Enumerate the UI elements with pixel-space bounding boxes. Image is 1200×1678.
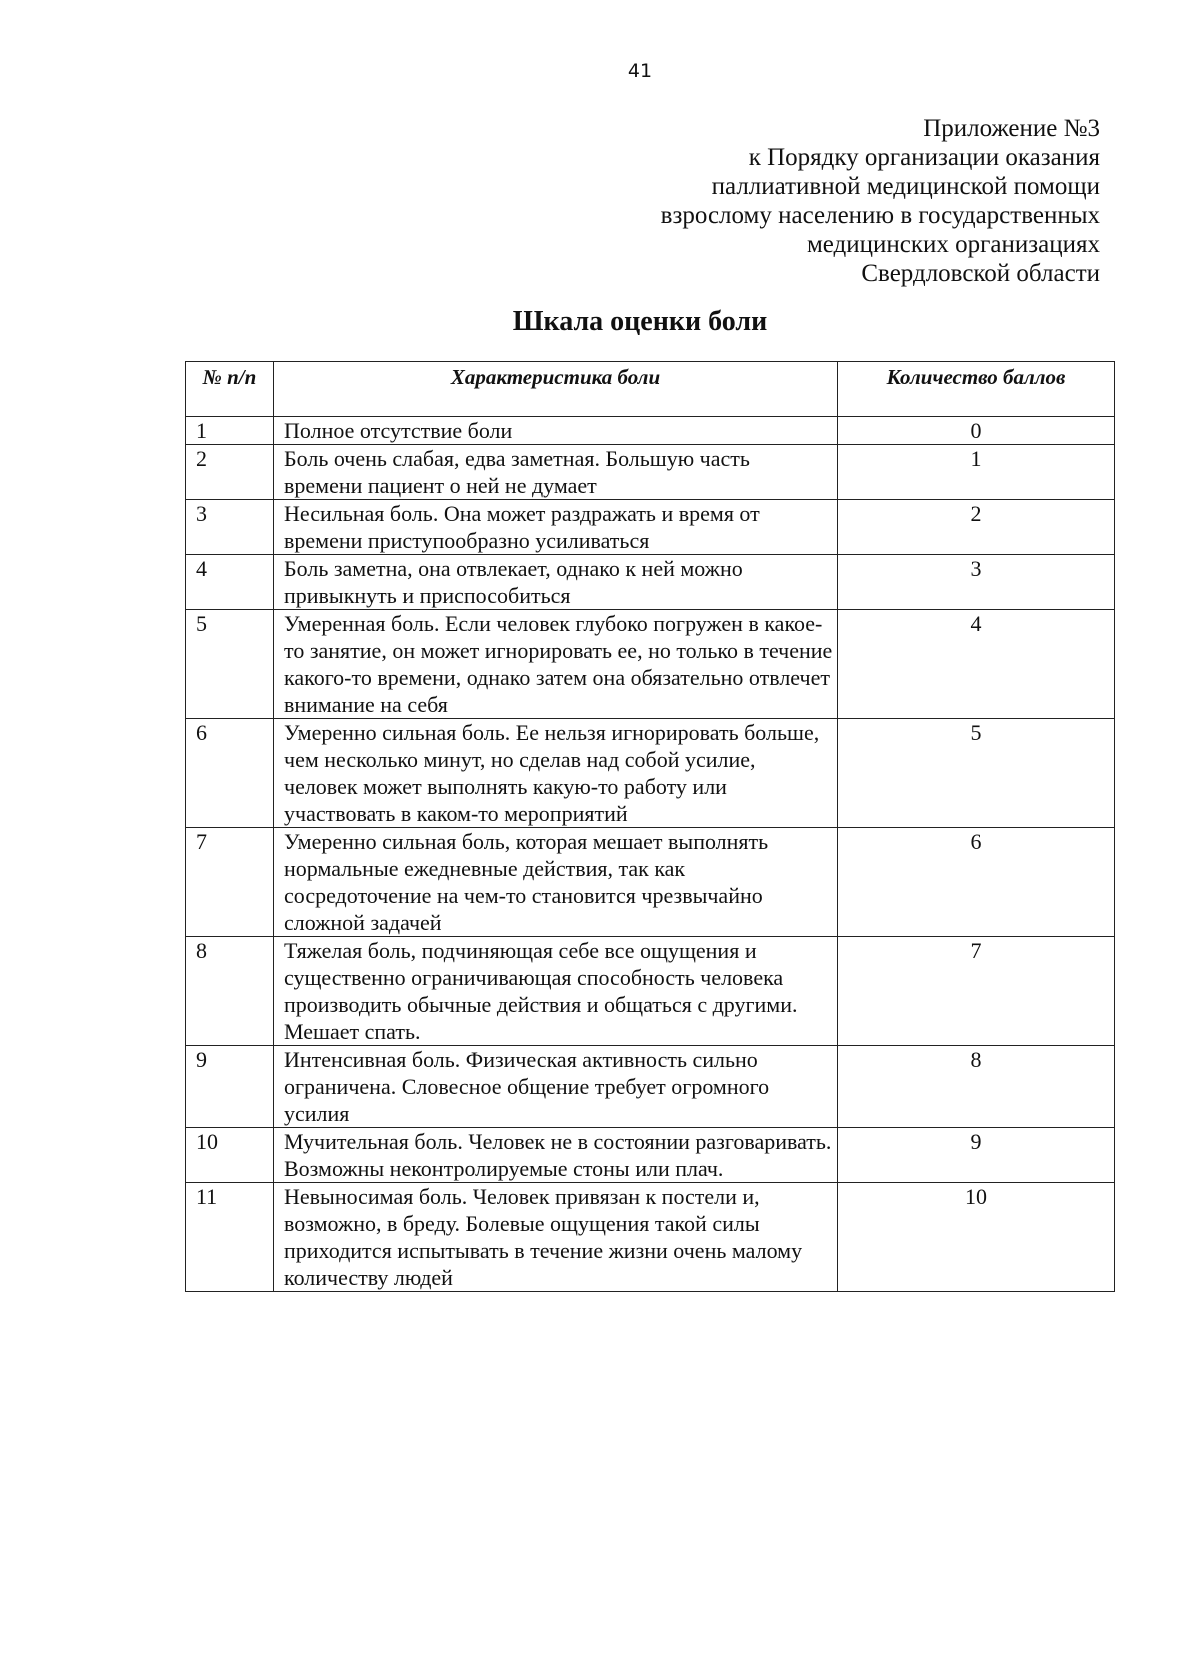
row-score: 5 [838, 719, 1115, 828]
document-title: Шкала оценки боли [512, 306, 768, 337]
appendix-line: медицинских организациях [806, 231, 1100, 258]
table-row [186, 555, 1115, 610]
row-description: Тяжелая боль, подчиняющая себе все ощущения и существенно ограничивающая способность человека производить обычные действия и общаться с другими. Мешает спать. [274, 937, 838, 1046]
row-description: Несильная боль. Она может раздражать и время от времени приступообразно усиливаться [274, 500, 838, 555]
row-number: 8 [186, 937, 274, 1046]
row-score: 1 [838, 445, 1115, 500]
row-score: 10 [838, 1183, 1115, 1292]
table-row [186, 828, 1115, 937]
table-row [186, 937, 1115, 1046]
row-description: Умеренно сильная боль, которая мешает выполнять нормальные ежедневные действия, так как сосредоточение на чем-то становится чрезвычайно сложной задачей [274, 828, 838, 937]
appendix-line: паллиативной медицинской помощи [711, 173, 1100, 200]
table-body [186, 417, 1115, 1292]
row-number: 7 [186, 828, 274, 937]
row-description: Мучительная боль. Человек не в состоянии разговаривать. Возможны неконтролируемые стоны или плач. [274, 1128, 838, 1183]
row-description: Боль заметна, она отвлекает, однако к ней можно привыкнуть и приспособиться [274, 555, 838, 610]
row-number: 10 [186, 1128, 274, 1183]
row-score: 8 [838, 1046, 1115, 1128]
table-row [186, 1046, 1115, 1128]
row-score: 0 [838, 417, 1115, 445]
page-number: 41 [627, 60, 653, 82]
table-header-row [186, 362, 1115, 417]
header-score: Количество баллов [838, 362, 1115, 417]
row-number: 11 [186, 1183, 274, 1292]
row-number: 3 [186, 500, 274, 555]
row-description: Умеренная боль. Если человек глубоко погружен в какое-то занятие, он может игнорировать ее, но только в течение какого-то времени, однако затем она обязательно отвлечет внимание на себя [274, 610, 838, 719]
row-score: 4 [838, 610, 1115, 719]
row-description: Невыносимая боль. Человек привязан к постели и, возможно, в бреду. Болевые ощущения такой силы приходится испытывать в течение жизни очень малому количеству людей [274, 1183, 838, 1292]
row-number: 5 [186, 610, 274, 719]
appendix-line: Свердловской области [861, 260, 1100, 287]
table-row [186, 610, 1115, 719]
row-description: Полное отсутствие боли [274, 417, 838, 445]
row-number: 6 [186, 719, 274, 828]
row-description: Умеренно сильная боль. Ее нельзя игнорировать больше, чем несколько минут, но сделав над собой усилие, человек может выполнять какую-то работу или участвовать в каком-то мероприятий [274, 719, 838, 828]
row-score: 2 [838, 500, 1115, 555]
row-score: 6 [838, 828, 1115, 937]
pain-scale-table [185, 361, 1115, 1292]
row-score: 7 [838, 937, 1115, 1046]
row-score: 9 [838, 1128, 1115, 1183]
row-description: Боль очень слабая, едва заметная. Большую часть времени пациент о ней не думает [274, 445, 838, 500]
appendix-note [400, 114, 1100, 288]
appendix-line: к Порядку организации оказания [748, 144, 1100, 171]
header-description: Характеристика боли [274, 362, 838, 417]
header-number: № п/п [186, 362, 274, 417]
row-number: 2 [186, 445, 274, 500]
table-row [186, 417, 1115, 445]
row-number: 1 [186, 417, 274, 445]
table-row [186, 1128, 1115, 1183]
appendix-line: взрослому населению в государственных [660, 202, 1100, 229]
table-row [186, 719, 1115, 828]
appendix-line: Приложение №3 [923, 115, 1100, 142]
row-number: 9 [186, 1046, 274, 1128]
row-number: 4 [186, 555, 274, 610]
table-row [186, 500, 1115, 555]
table-row [186, 445, 1115, 500]
row-description: Интенсивная боль. Физическая активность сильно ограничена. Словесное общение требует огромного усилия [274, 1046, 838, 1128]
table-row [186, 1183, 1115, 1292]
row-score: 3 [838, 555, 1115, 610]
